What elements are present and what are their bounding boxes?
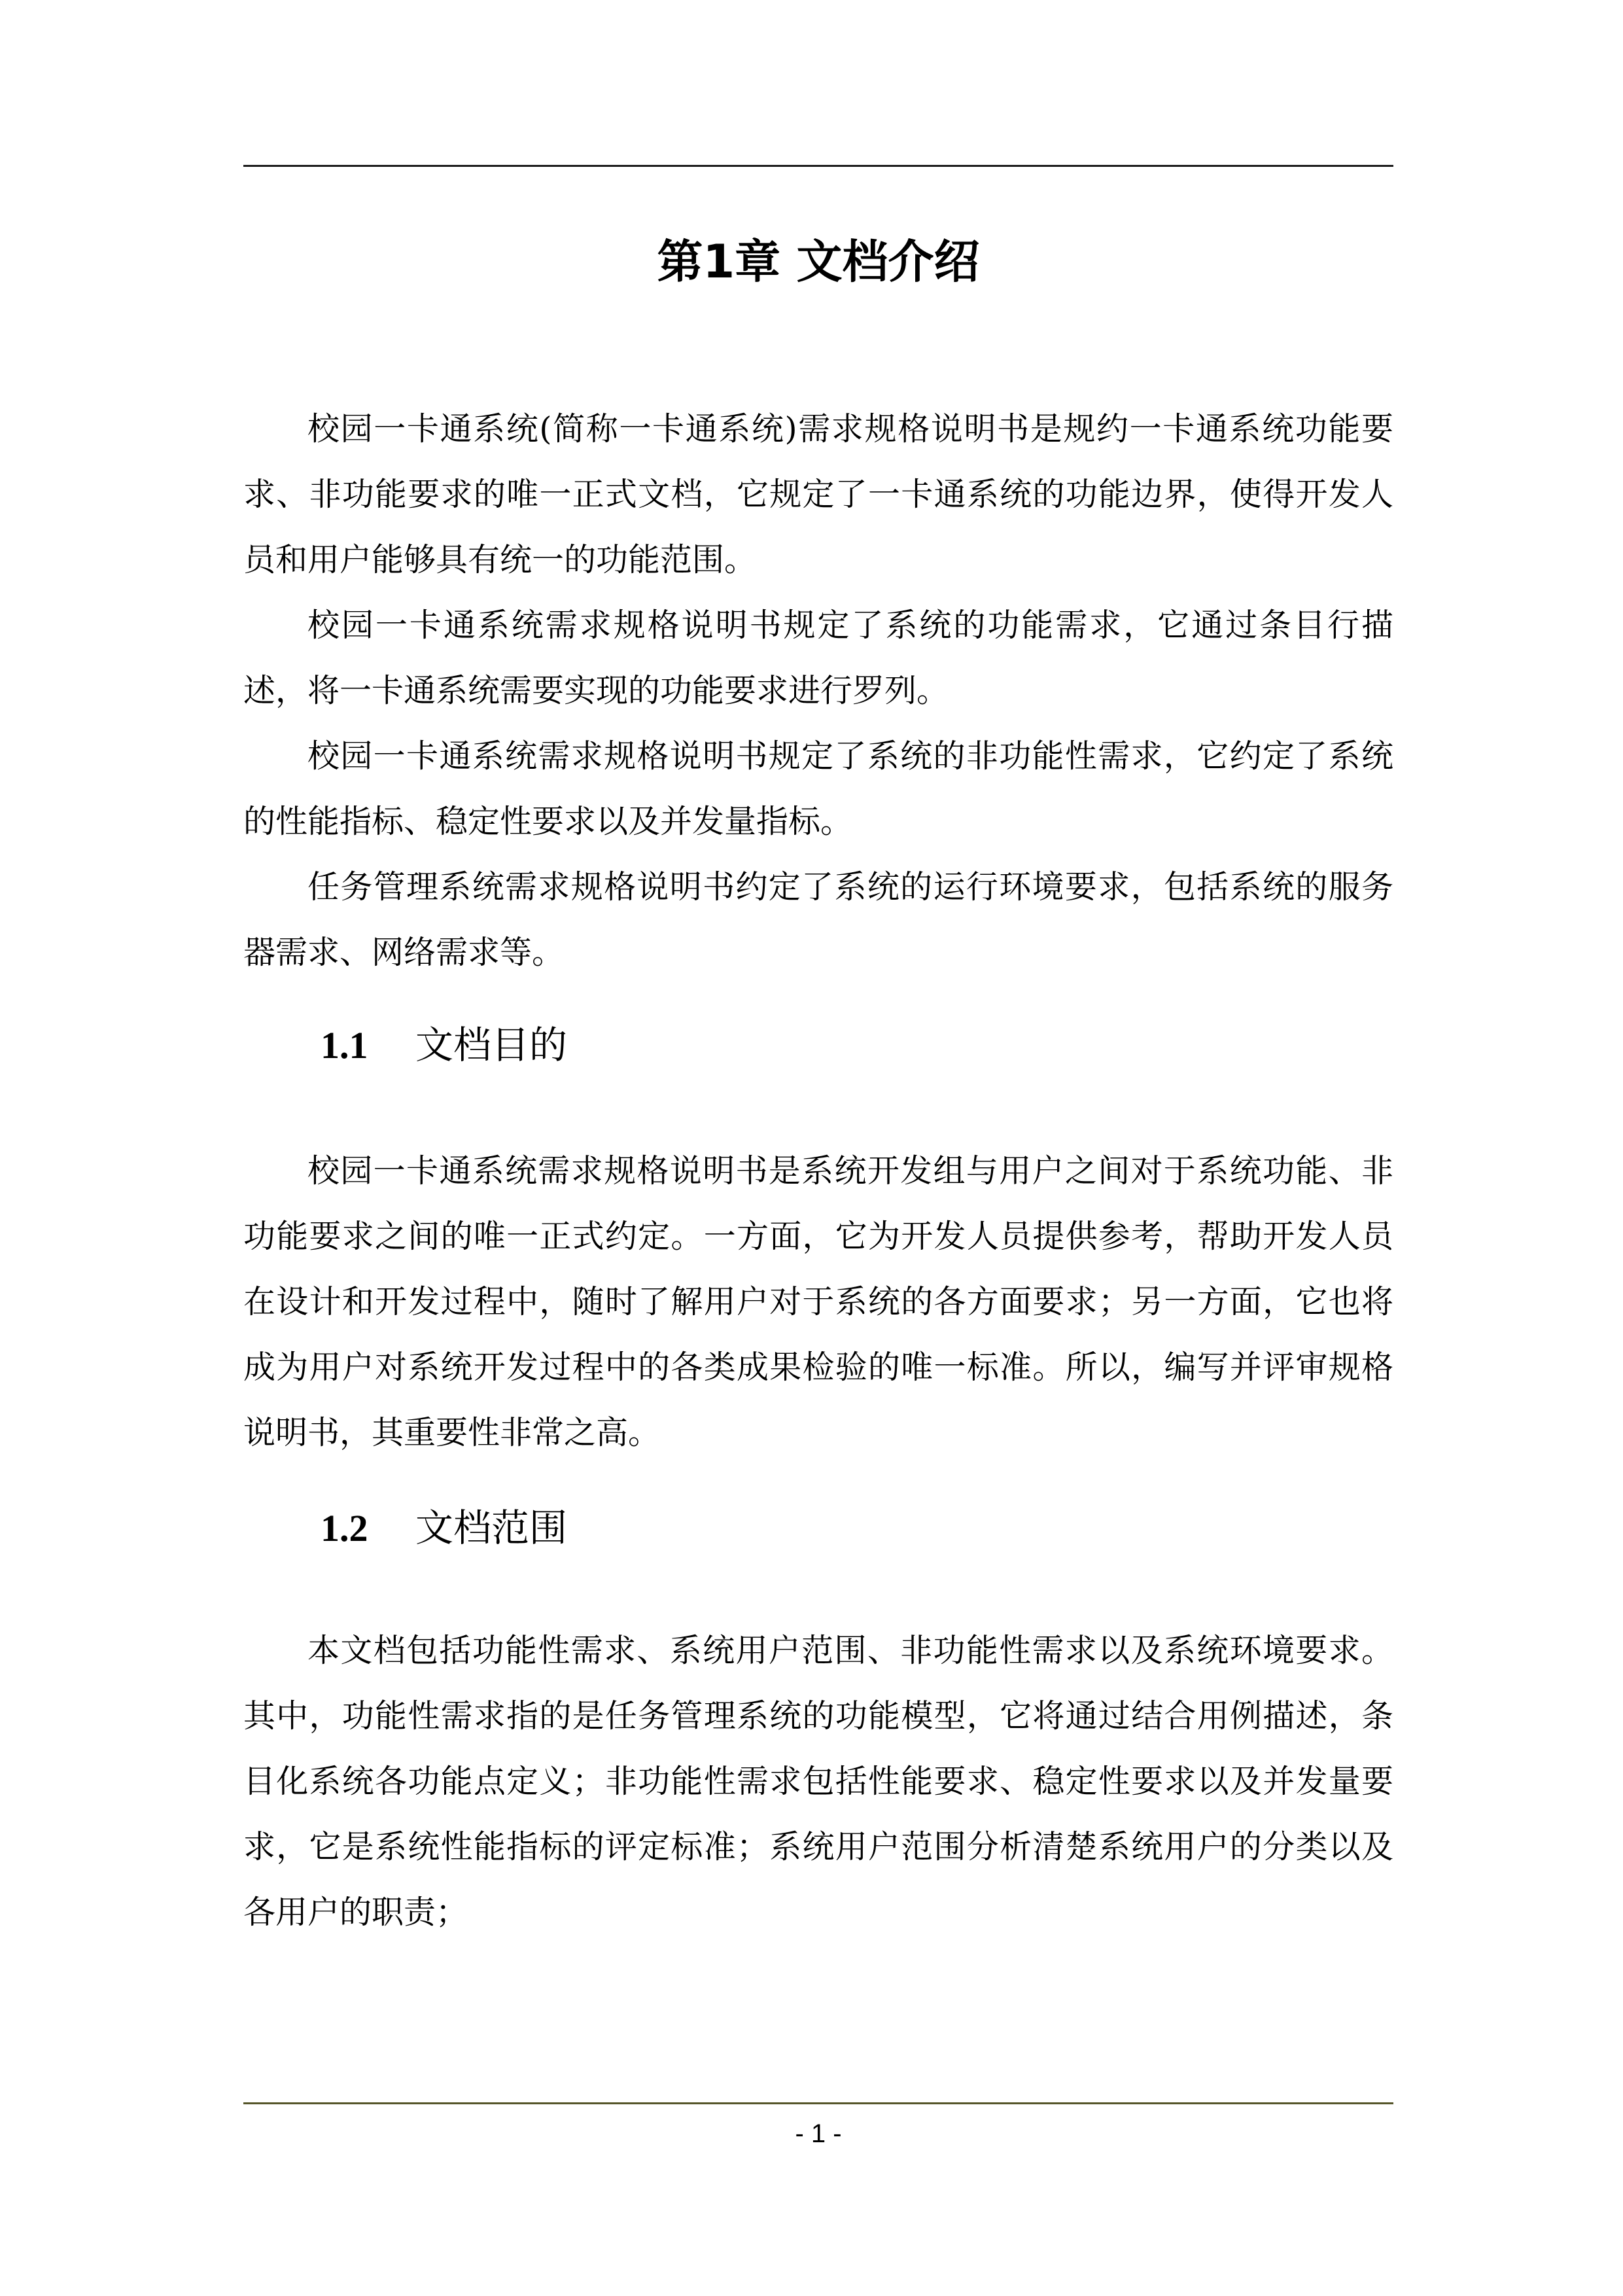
intro-paragraph-1: 校园一卡通系统(简称一卡通系统)需求规格说明书是规约一卡通系统功能要求、非功能要求的唯一正式文档，它规定了一卡通系统的功能边界，使得开发人员和用户能够具有统一的功能范围。 <box>243 410 1393 578</box>
section-1-2-paragraph: 本文档包括功能性需求、系统用户范围、非功能性需求以及系统环境要求。其中，功能性需求指的是任务管理系统的功能模型，它将通过结合用例描述，条目化系统各功能点定义；非功能性需求包括性能要求、稳定性要求以及并发量要求，它是系统性能指标的评定标准；系统用户范围分析清楚系统用户的分类以及各用户的职责； <box>243 1632 1393 1931</box>
intro-paragraph-4: 任务管理系统需求规格说明书约定了系统的运行环境要求，包括系统的服务器需求、网络需求等。 <box>243 868 1393 971</box>
section-heading-1-2 <box>321 1502 567 1555</box>
page-number: - 1 - <box>795 2119 842 2148</box>
section-heading-1-1 <box>321 1019 567 1072</box>
header-rule <box>243 165 1393 167</box>
intro-paragraph-2: 校园一卡通系统需求规格说明书规定了系统的功能需求，它通过条目行描述，将一卡通系统需要实现的功能要求进行罗列。 <box>243 607 1393 709</box>
intro-paragraph-3: 校园一卡通系统需求规格说明书规定了系统的非功能性需求，它约定了系统的性能指标、稳定性要求以及并发量指标。 <box>243 737 1393 840</box>
section-label: 文档目的 <box>415 1023 568 1067</box>
footer-rule <box>243 2102 1393 2104</box>
section-number: 1.2 <box>321 1507 368 1549</box>
section-number: 1.1 <box>321 1024 368 1067</box>
chapter-title: 第1章 文档介绍 <box>657 235 980 289</box>
section-1-1-paragraph: 校园一卡通系统需求规格说明书是系统开发组与用户之间对于系统功能、非功能要求之间的唯一正式约定。一方面，它为开发人员提供参考，帮助开发人员在设计和开发过程中，随时了解用户对于系统的各方面要求；另一方面，它也将成为用户对系统开发过程中的各类成果检验的唯一标准。所以，编写并评审规格说明书，其重要性非常之高。 <box>243 1152 1393 1451</box>
section-label: 文档范围 <box>415 1506 568 1550</box>
